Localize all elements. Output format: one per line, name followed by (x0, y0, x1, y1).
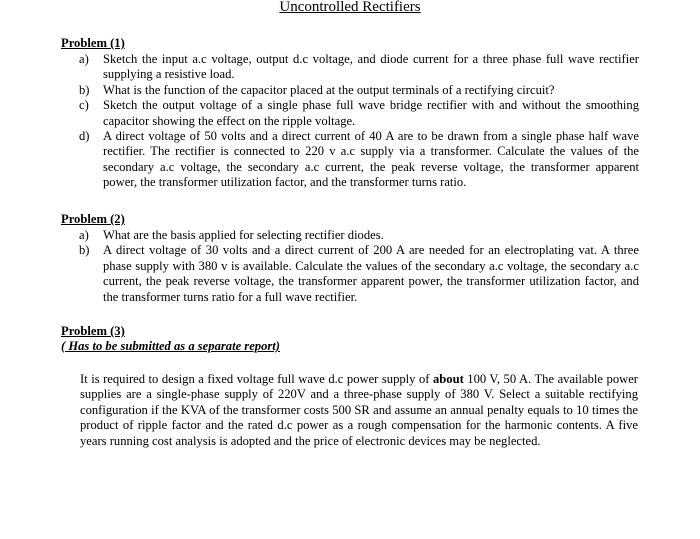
item-text: Sketch the input a.c voltage, output d.c voltage, and diode current for a three phase full wave rectifier supplying a resistive load. (103, 52, 639, 82)
list-item (79, 83, 639, 98)
item-label: a) (79, 228, 89, 242)
problem-2-heading: Problem (2) (61, 212, 125, 226)
problem-3-heading: Problem (3) (61, 324, 125, 338)
item-label: d) (79, 129, 90, 144)
problem-3-paragraph (80, 372, 638, 449)
item-label: c) (79, 98, 89, 113)
list-item (79, 129, 639, 191)
item-text: A direct voltage of 30 volts and a direct current of 200 A are needed for an electroplating vat. A three phase supply with 380 v is available. Calculate the values of the secondary a.c voltage, the secondary a.c current, the peak reverse voltage, the transformer apparent power, the transformer utilization factor, and the transformer turns ratio for a full wave rectifier. (103, 243, 639, 304)
list-item (79, 52, 639, 83)
submission-note: ( Has to be submitted as a separate report) (61, 339, 280, 353)
problem-1-list (79, 52, 639, 191)
list-item (79, 228, 639, 243)
list-item (79, 243, 639, 305)
item-text: Sketch the output voltage of a single phase full wave bridge rectifier with and without the smoothing capacitor showing the effect on the ripple voltage. (103, 98, 639, 128)
item-text: A direct voltage of 50 volts and a direct current of 40 A are to be drawn from a single phase half wave rectifier. The rectifier is connected to 220 v a.c supply via a transformer. Calculate the values of the secondary a.c voltage, the secondary a.c current, the peak reverse voltage, the transformer apparent power, the transformer utilization factor, and the transformer turns ratio. (103, 129, 639, 190)
item-label: b) (79, 82, 90, 97)
problem-2-list (79, 228, 639, 305)
item-text: What are the basis applied for selecting rectifier diodes. (103, 228, 384, 242)
para-text-end: 100 V, 50 A. The available power supplies are a single-phase supply of 220V and a three-phase supply of 380 V. Select a suitable rectifying configuration if the KVA of the transformer costs 500 SR and assume an annual penalty equals to 10 times the product of ripple factor and the rated d.c power as a rough compensation for the harmonic contents. A five years running cost analysis is adopted and the price of electronic devices may be neglected. (80, 372, 638, 448)
page-title: Uncontrolled Rectifiers (279, 0, 421, 15)
para-emphasis: about (432, 372, 464, 386)
para-text-start: It is required to design a fixed voltage full wave d.c power supply of (80, 372, 433, 386)
item-text: What is the function of the capacitor placed at the output terminals of a rectifying circuit? (103, 82, 555, 97)
problem-1-heading: Problem (1) (61, 36, 125, 50)
item-label: a) (79, 52, 89, 66)
list-item (79, 98, 639, 129)
item-label: b) (79, 243, 90, 258)
